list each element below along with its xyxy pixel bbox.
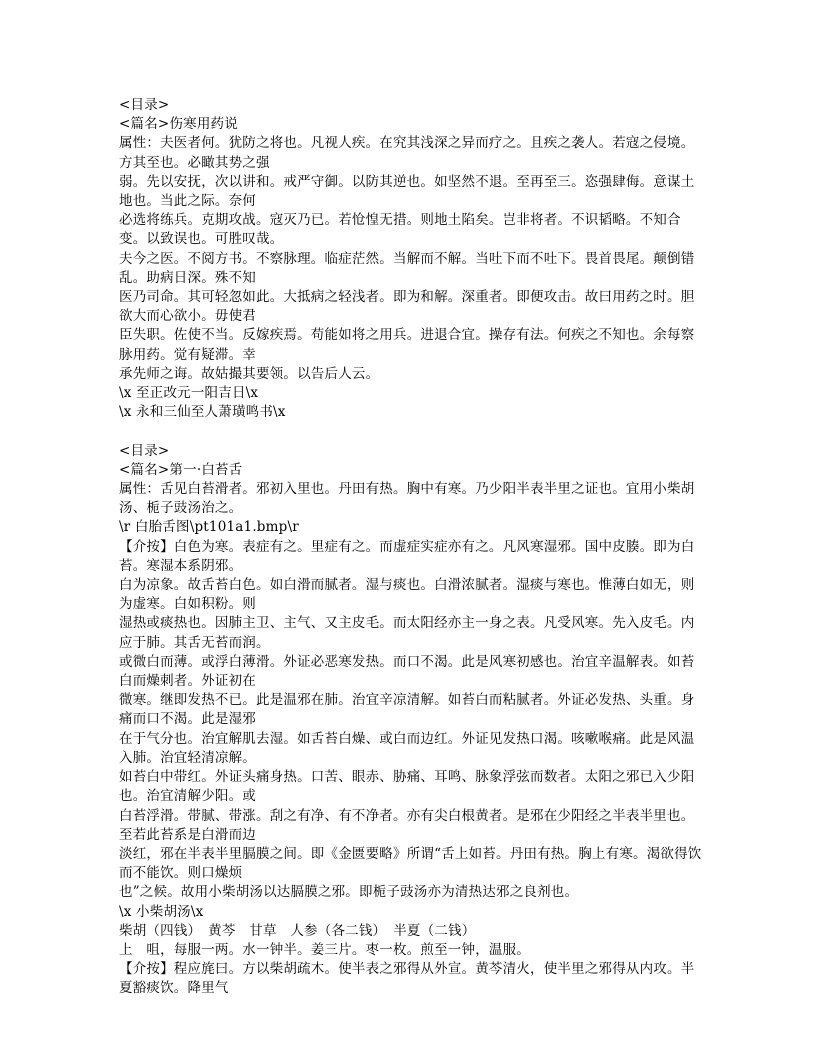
paragraph: 【介按】程应旄曰。方以柴胡疏木。使半表之邪得从外宣。黄芩清火，使半里之邪得从内攻。半夏豁痰饮。降里气	[119, 961, 695, 997]
paragraph: 承先师之诲。故姑撮其要领。以告后人云。	[119, 365, 380, 382]
paragraph: 或微白而薄。或浮白薄滑。外证必恶寒发热。而口不渴。此是风寒初感也。治宜辛温解表。如苔白而燥刺者。外证初在	[119, 653, 695, 690]
paragraph: 淡红，邪在半表半里膈膜之间。即《金匮要略》所谓“舌上如苔。丹田有热。胸上有寒。渴欲得饮而不能饮。则口燥烦	[119, 845, 702, 882]
paragraph: 【介按】白色为寒。表症有之。里症有之。而虚症实症亦有之。凡风寒湿邪。国中皮腠。即为白苔。寒湿本系阴邪。	[119, 538, 695, 574]
toc-marker: <目录>	[119, 97, 170, 113]
section-white-coating-tongue	[119, 442, 705, 999]
date-line: \x 至正改元一阳吉日\x	[119, 385, 259, 402]
author-line: \x 永和三仙至人萧璜鸣书\x	[119, 404, 286, 421]
paragraph: 白苔浮滑。带腻、带涨。刮之有净、有不净者。亦有尖白根黄者。是邪在少阳经之半表半里也。至若此苔系是白滑而边	[119, 807, 695, 843]
paragraph: 必选将练兵。克期攻战。寇灭乃已。若怆惶无措。则地土陷矣。岂非将者。不识韬略。不知合变。以致误也。可胜叹哉。	[119, 212, 681, 248]
toc-marker: <目录>	[119, 442, 170, 459]
formula-title: \x 小柴胡汤\x	[119, 903, 204, 920]
paragraph: 白为凉象。故舌苔白色。如白滑而腻者。湿与痰也。白滑浓腻者。湿痰与寒也。惟薄白如无，则为虚寒。白如积粉。则	[119, 577, 695, 613]
formula-ingredients: 柴胡（四钱） 黄芩 甘草 人参（各二钱） 半夏（二钱）	[119, 922, 476, 939]
spacer	[119, 422, 705, 441]
paragraph: 医乃司命。其可轻忽如此。大抵病之轻浅者。即为和解。深重者。即便攻击。故曰用药之时。胆欲大而心欲小。毋使君	[119, 289, 695, 325]
paragraph: 如苔白中带红。外证头痛身热。口苦、眼赤、胁痛、耳鸣、脉象浮弦而数者。太阳之邪已入少阳也。治宜清解少阳。或	[119, 769, 695, 805]
paragraph: 也”之候。故用小柴胡汤以达膈膜之邪。即栀子豉汤亦为清热达邪之良剂也。	[119, 884, 579, 901]
paragraph: 在于气分也。治宜解肌去湿。如舌苔白燥、或白而边红。外证见发热口渴。咳嗽喉痛。此是风温入肺。治宜轻清凉解。	[119, 730, 695, 766]
section-preface	[119, 96, 705, 422]
formula-directions: 上 咀，每服一两。水一钟半。姜三片。枣一枚。煎至一钟，温服。	[119, 941, 530, 958]
paragraph: 臣失职。佐使不当。反嫁疾焉。苟能如将之用兵。进退合宜。操存有法。何疾之不知也。余每察脉用药。觉有疑滞。幸	[119, 327, 695, 363]
paragraph: 属性：夫医者何。犹防之将也。凡视人疾。在究其浅深之异而疗之。且疾之袭人。若寇之侵境。方其至也。必瞰其势之强	[119, 135, 695, 171]
paragraph: 微寒。继即发热不已。此是温邪在肺。治宜辛凉清解。如苔白而粘腻者。外证必发热、头重。身痛而口不渴。此是湿邪	[119, 692, 695, 728]
section-title: <篇名>伤寒用药说	[119, 116, 238, 133]
document-page	[119, 96, 705, 999]
paragraph: 夫今之医。不阅方书。不察脉理。临症茫然。当解而不解。当吐下而不吐下。畏首畏尾。颠倒错乱。助病日深。殊不知	[119, 250, 695, 286]
paragraph: 湿热或痰热也。因肺主卫、主气、又主皮毛。而太阳经亦主一身之表。凡受风寒。先入皮毛。内应于肺。其舌无苔而润。	[119, 615, 695, 651]
section-title: <篇名>第一·白苔舌	[119, 461, 243, 478]
paragraph: 属性：舌见白苔滑者。邪初入里也。丹田有热。胸中有寒。乃少阳半表半里之证也。宜用小柴胡汤、栀子豉汤治之。	[119, 481, 695, 517]
paragraph: 弱。先以安抚，次以讲和。戒严守御。以防其逆也。如坚然不退。至再至三。恣强肆侮。意谋土地也。当此之际。奈何	[119, 173, 695, 210]
image-reference: \r 白胎舌图\pt101a1.bmp\r	[119, 519, 299, 536]
